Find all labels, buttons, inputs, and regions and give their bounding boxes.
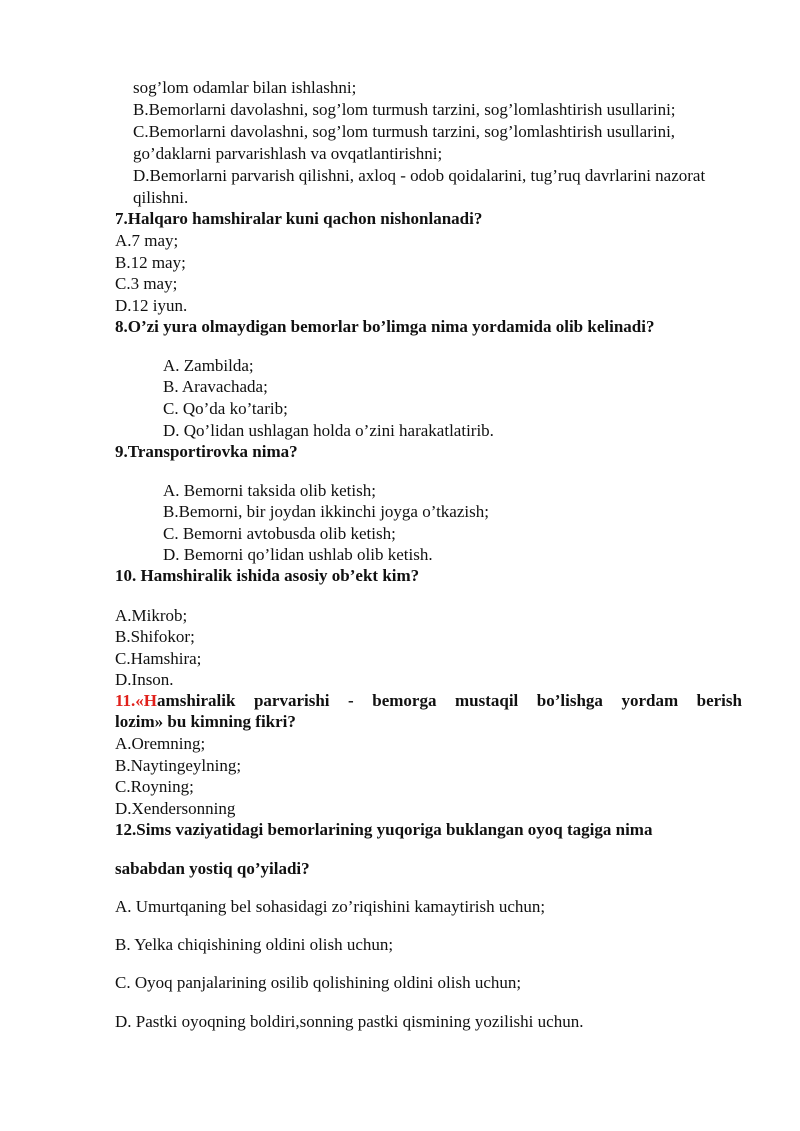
- question-9: 9.Transportirovka nima?: [115, 442, 298, 461]
- question-8: 8.O’zi yura olmaydigan bemorlar bo’limga nima yordamida olib kelinadi?: [115, 317, 655, 336]
- question-7: 7.Halqaro hamshiralar kuni qachon nishonlanadi?: [115, 209, 483, 228]
- q12-option-d: D. Pastki oyoqning boldiri,sonning pastki qismining yozilishi uchun.: [115, 1012, 584, 1031]
- q11-number: 11.«H: [115, 691, 158, 710]
- q7-option-b: B.12 may;: [115, 253, 186, 272]
- q9-option-d: D. Bemorni qo’lidan ushlab olib ketish.: [163, 545, 433, 564]
- prev-option-b: B.Bemorlarni davolashni, sog’lom turmush tarzini, sog’lomlashtirish usullarini;: [133, 100, 676, 119]
- q11-option-c: C.Royning;: [115, 777, 194, 796]
- question-10: 10. Hamshiralik ishida asosiy ob’ekt kim?: [115, 566, 420, 585]
- q11-word-2: parvarishi: [253, 691, 330, 710]
- q11-option-d: D.Xendersonning: [115, 799, 236, 818]
- question-11-line1: [115, 690, 742, 711]
- prev-question-line: sog’lom odamlar bilan ishlashni;: [133, 78, 357, 97]
- q10-option-a: A.Mikrob;: [115, 606, 188, 625]
- q9-option-a: A. Bemorni taksida olib ketish;: [163, 481, 376, 500]
- q11-option-a: A.Oremning;: [115, 734, 206, 753]
- question-12-line2: sababdan yostiq qo’yiladi?: [115, 859, 310, 878]
- q8-option-d: D. Qo’lidan ushlagan holda o’zini harakatlatirib.: [163, 421, 494, 440]
- q12-option-c: C. Oyoq panjalarining osilib qolishining oldini olish uchun;: [115, 973, 522, 992]
- q7-option-c: C.3 may;: [115, 274, 178, 293]
- prev-option-c-line1: C.Bemorlarni davolashni, sog’lom turmush tarzini, sog’lomlashtirish usullarini,: [133, 122, 676, 141]
- q10-option-c: C.Hamshira;: [115, 649, 202, 668]
- question-12-line1: 12.Sims vaziyatidagi bemorlarining yuqoriga buklangan oyoq tagiga nima: [115, 820, 653, 839]
- q11-word-8: berish: [696, 691, 742, 710]
- q10-option-d: D.Inson.: [115, 670, 174, 689]
- q9-option-c: C. Bemorni avtobusda olib ketish;: [163, 524, 396, 543]
- q11-word-1: 11.«Hamshiralik: [115, 691, 236, 710]
- q8-option-a: A. Zambilda;: [163, 356, 254, 375]
- q11-option-b: B.Naytingeylning;: [115, 756, 242, 775]
- q11-word-6: bo’lishga: [536, 691, 603, 710]
- q8-option-c: C. Qo’da ko’tarib;: [163, 399, 288, 418]
- q9-option-b: B.Bemorni, bir joydan ikkinchi joyga o’tkazish;: [163, 502, 489, 521]
- prev-option-d-line1: D.Bemorlarni parvarish qilishni, axloq - odob qoidalarini, tug’ruq davrlarini nazorat: [133, 166, 706, 185]
- q11-word-7: yordam: [621, 691, 679, 710]
- q10-option-b: B.Shifokor;: [115, 627, 195, 646]
- prev-option-c-line2: go’daklarni parvarishlash va ovqatlantirishni;: [133, 144, 443, 163]
- q8-option-b: B. Aravachada;: [163, 377, 268, 396]
- question-11-line2: lozim» bu kimning fikri?: [115, 712, 296, 731]
- prev-option-d-line2: qilishni.: [133, 188, 189, 207]
- q11-word-5: mustaqil: [454, 691, 519, 710]
- q11-word-4: bemorga: [372, 691, 437, 710]
- q12-option-b: B. Yelka chiqishining oldini olish uchun;: [115, 935, 394, 954]
- q12-option-a: A. Umurtqaning bel sohasidagi zo’riqishini kamaytirish uchun;: [115, 897, 546, 916]
- q7-option-a: A.7 may;: [115, 231, 179, 250]
- q7-option-d: D.12 iyun.: [115, 296, 188, 315]
- q11-word-3: -: [348, 691, 354, 710]
